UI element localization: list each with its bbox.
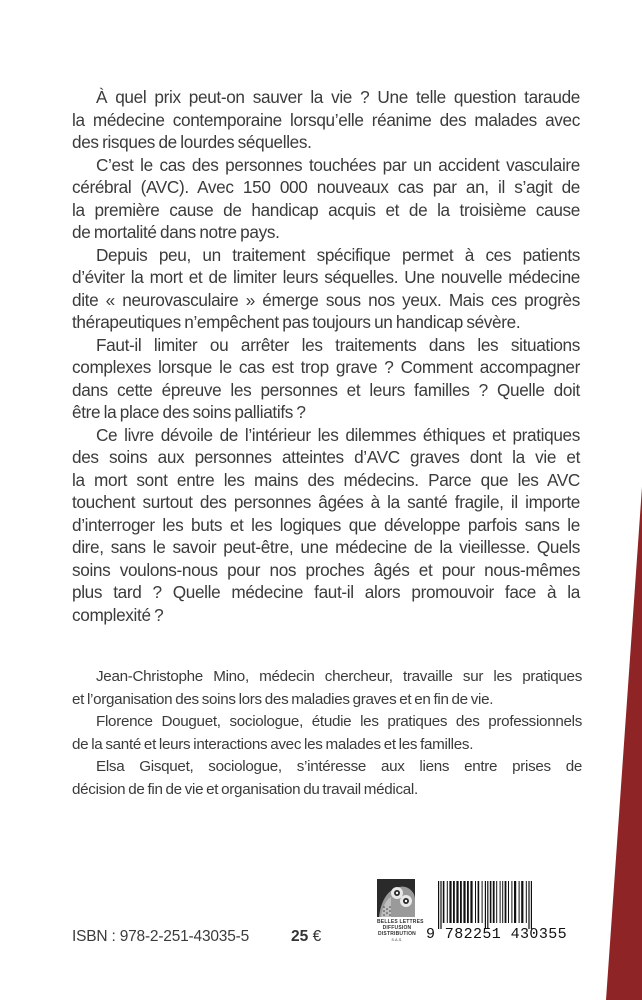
author-bio-paragraph [72,711,582,756]
summary-line: cérébral (AVC). Avec 150 000 nouveaux cas par an, il s’agit de [72,177,580,197]
summary-line: Faut-il limiter ou arrêter les traitements dans les situations [96,334,580,355]
barcode-bar [485,881,486,929]
summary-line: dire, sans le savoir peut-être, une médecine de la vieillesse. Quels [72,537,580,557]
author-bio-line: décision de fin de vie et organisation du travail médical. [72,780,418,798]
summary-line: de mortalité dans notre pays. [72,222,280,242]
summary-line: Depuis peu, un traitement spécifique permet à ces patients [96,244,580,265]
barcode-bar [460,881,462,923]
summary-line: complexes lorsque le cas est trop grave ? Comment accompagner [72,357,580,377]
summary-line: C’est le cas des personnes touchées par un accident vasculaire [96,154,580,175]
distributor-logo [377,879,424,947]
price-value: 25 [291,928,309,945]
barcode-digits: 9 782251 430355 [426,926,568,943]
barcode-bar [521,881,523,923]
barcode-bar [475,881,476,923]
summary-line: touchent surtout des personnes âgées à la santé fragile, il importe [72,492,580,512]
barcode-bar [438,881,439,929]
barcode-bar [447,881,448,923]
owl-icon [377,879,415,917]
author-bio-line: Jean-Christophe Mino, médecin chercheur, travaille sur les pratiques [96,668,582,685]
barcode-bar [490,881,492,923]
barcode-bar [470,881,472,923]
barcode-bar [478,881,480,923]
author-bio-line: Florence Douguet, sociologue, étudie les pratiques des professionnels [96,713,582,730]
summary-paragraph [72,424,580,627]
summary-line: la mort sont entre les mains des médecins. Parce que les AVC [72,469,580,490]
barcode-bar [519,881,520,923]
barcode-bar [456,881,458,923]
distributor-suffix: S.A.S. [391,938,403,942]
summary-line: la médecine contemporaine lorsqu’elle réanime des malades avec [72,109,580,130]
barcode-bar [493,881,495,923]
author-bio-line: Elsa Gisquet, sociologue, s’intéresse aux liens entre prises de [96,758,582,775]
summary-line: plus tard ? Quelle médecine faut-il alors promouvoir face à la [72,582,580,602]
barcode-bar [508,881,509,923]
back-cover-summary [72,86,580,626]
summary-line: dite « neurovasculaire » émerge sous nos yeux. Mais ces progrès [72,289,580,310]
currency-symbol: € [312,928,322,945]
summary-line: À quel prix peut-on sauver la vie ? Une telle question taraude [96,87,580,107]
barcode-bar [443,881,445,923]
barcode-bar [514,881,516,923]
barcode-bar [449,881,451,923]
barcode-bar [511,881,512,923]
barcode-bar [531,881,532,929]
isbn-barcode [426,879,572,947]
summary-line: la première cause de handicap acquis et de la troisième cause [72,199,580,220]
summary-line: complexité ? [72,604,164,625]
barcode-bar [496,881,497,923]
author-bio-paragraph [72,756,582,801]
barcode-bar [440,881,441,929]
barcode-bar [528,881,529,929]
barcode-bar [526,881,527,923]
summary-line: des risques de lourdes séquelles. [72,132,312,152]
barcode-bars [426,879,572,929]
summary-line: Ce livre dévoile de l’intérieur les dilemmes éthiques et pratiques [96,424,580,445]
summary-line: d’éviter la mort et de limiter leurs séquelles. Une nouvelle médecine [72,267,580,287]
barcode-bar [467,881,469,923]
distributor-name [377,919,424,943]
barcode-bar [500,881,501,923]
barcode-bar [502,881,503,923]
author-bio-line: et l’organisation des soins lors des maladies graves et en fin de vie. [72,690,494,708]
barcode-bar [505,881,507,923]
author-bio-line: de la santé et leurs interactions avec les malades et les familles. [72,735,474,753]
summary-line: d’interroger les buts et les logiques que développe parfois sans le [72,514,580,535]
price-label [291,928,321,946]
barcode-bar [453,881,455,923]
summary-paragraph [72,244,580,334]
distributor-line: BELLES LETTRES [377,919,424,925]
red-band-shape [606,487,642,1000]
distributor-line: DIFFUSION [382,925,412,931]
isbn-text: ISBN : 978-2-251-43035-5 [72,928,250,945]
barcode-bar [463,881,465,923]
summary-paragraph [72,154,580,244]
barcode-bar [482,881,483,923]
summary-line: des soins aux personnes atteintes d’AVC graves dont la vie et [72,447,580,467]
distributor-line: DISTRIBUTION [378,931,416,937]
summary-line: dans cette épreuve les personnes et leurs familles ? Quelle doit [72,379,580,400]
author-bio-paragraph [72,666,582,711]
summary-line: thérapeutiques n’empêchent pas toujours un handicap sévère. [72,312,521,332]
summary-paragraph [72,334,580,424]
barcode-bar [487,881,488,929]
author-bios [72,666,582,801]
summary-paragraph [72,86,580,154]
summary-line: soins voulons-nous pour nos proches âgés et pour nous-mêmes [72,559,580,580]
summary-line: être la place des soins palliatifs ? [72,402,306,422]
